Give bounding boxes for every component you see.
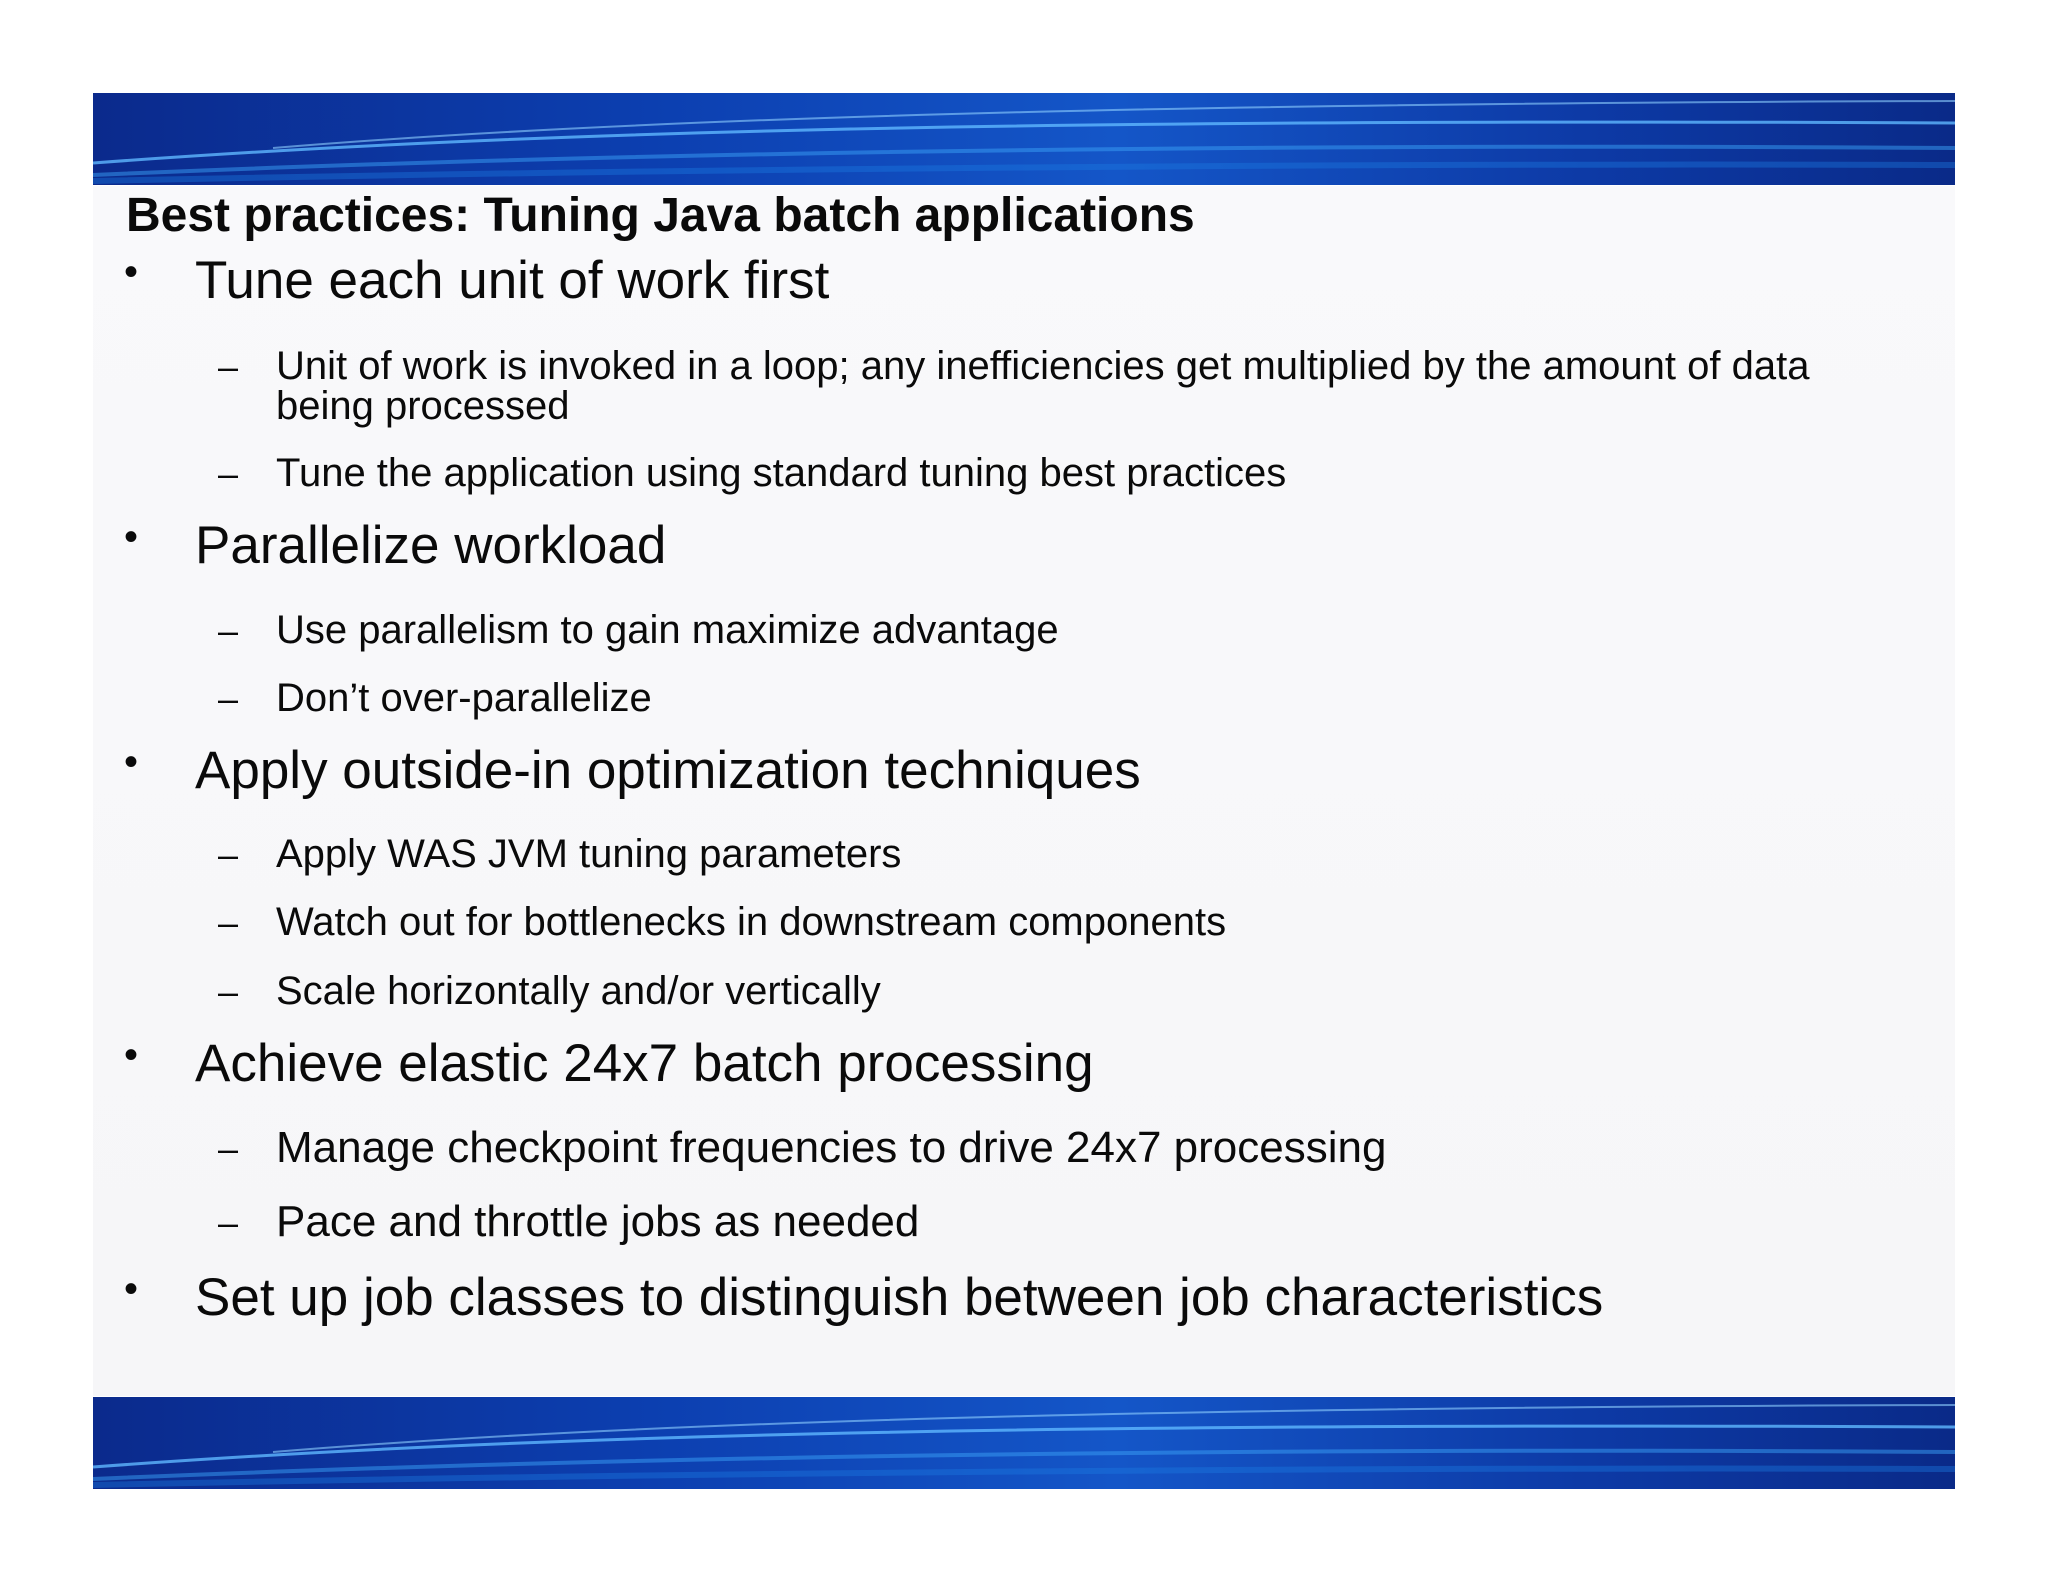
sub-bullet-text: Use parallelism to gain maximize advantage <box>276 608 1059 652</box>
sub-bullet-marker: – <box>218 346 239 387</box>
bullet-marker: • <box>124 515 139 559</box>
slide-title: Best practices: Tuning Java batch applications <box>126 189 1195 242</box>
sub-bullet-text: Don’t over-parallelize <box>276 676 652 720</box>
bullet-text: Parallelize workload <box>195 516 667 575</box>
bullet-text: Apply outside-in optimization techniques <box>195 741 1141 800</box>
sub-bullet-marker: – <box>218 1202 239 1243</box>
sub-bullet-marker: – <box>218 902 239 943</box>
sub-bullet-marker: – <box>218 678 239 719</box>
sub-bullet-marker: – <box>218 1128 239 1169</box>
bullet-text: Achieve elastic 24x7 batch processing <box>195 1034 1094 1093</box>
bullet-text: Set up job classes to distinguish between job characteristics <box>195 1268 1604 1327</box>
sub-bullet-text: Manage checkpoint frequencies to drive 24x7 processing <box>276 1123 1387 1172</box>
sub-bullet-text: Scale horizontally and/or vertically <box>276 969 881 1013</box>
sub-bullet-text: Watch out for bottlenecks in downstream components <box>276 900 1227 944</box>
sub-bullet-marker: – <box>218 453 239 494</box>
bullet-marker: • <box>124 250 139 294</box>
sub-bullet-text: Apply WAS JVM tuning parameters <box>276 832 902 876</box>
bullet-text: Tune each unit of work first <box>195 251 830 310</box>
sub-bullet-marker: – <box>218 971 239 1012</box>
sub-bullet-marker: – <box>218 610 239 651</box>
sub-bullet-text: Tune the application using standard tuning best practices <box>276 451 1287 495</box>
bullet-marker: • <box>124 1033 139 1077</box>
sub-bullet-text: Unit of work is invoked in a loop; any inefficiencies get multiplied by the amount of data being processed <box>276 344 1810 428</box>
sub-bullet-text: Pace and throttle jobs as needed <box>276 1197 920 1246</box>
bullet-marker: • <box>124 740 139 784</box>
bullet-marker: • <box>124 1267 139 1311</box>
sub-bullet-marker: – <box>218 834 239 875</box>
bottom-banner <box>93 1397 1955 1489</box>
